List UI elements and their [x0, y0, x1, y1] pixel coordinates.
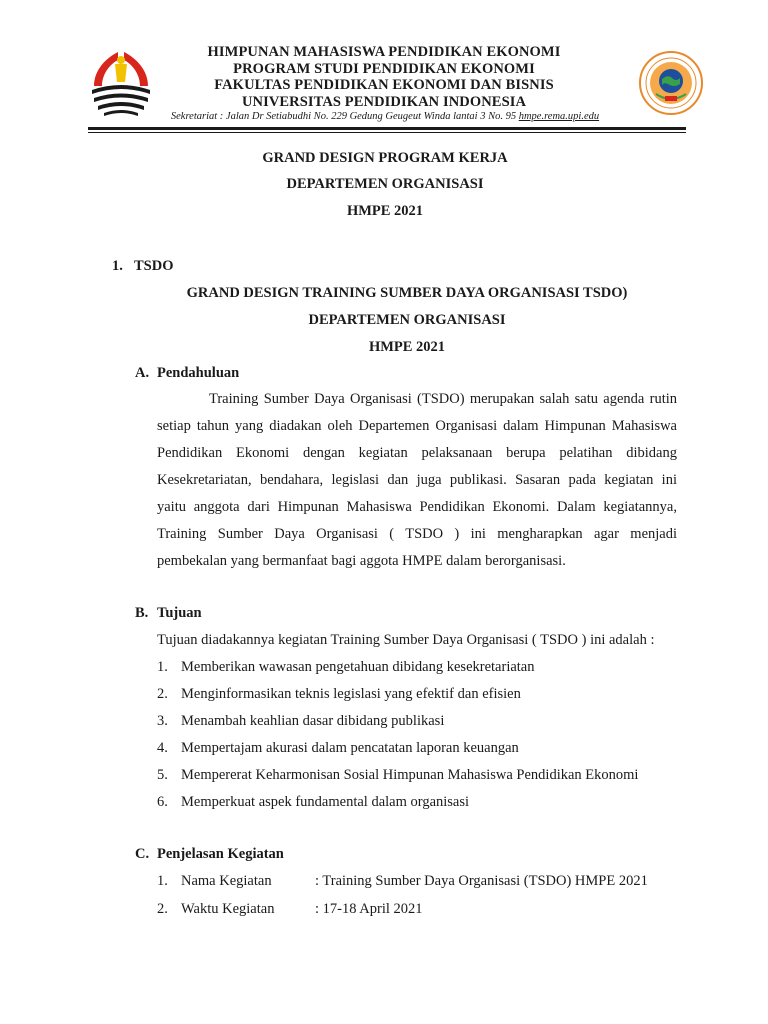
paragraph-line: yaitu anggota dari Himpunan Mahasiswa Pendidikan Ekonomi. Dalam kegiatannya,: [157, 499, 677, 515]
tujuan-heading: [135, 605, 202, 622]
main-title-line2: DEPARTEMEN ORGANISASI: [286, 176, 484, 192]
faculty-name: FAKULTAS PENDIDIKAN EKONOMI DAN BISNIS: [214, 77, 554, 93]
detail-row: 2. Waktu Kegiatan : 17-18 April 2021: [157, 901, 423, 917]
letterhead-title: [140, 44, 628, 110]
section-subtitle3: HMPE 2021: [368, 339, 446, 355]
hmpe-logo: [638, 50, 704, 116]
paragraph-line: pembekalan yang bermanfaat bagi aggota HMPE dalam berorganisasi.: [157, 553, 566, 569]
website-link[interactable]: hmpe.rema.upi.edu: [518, 111, 600, 122]
paragraph-line: Training Sumber Daya Organisasi (TSDO) merupakan salah satu agenda rutin: [209, 391, 677, 407]
section-heading: [112, 258, 174, 275]
main-title-line3: HMPE 2021: [346, 203, 424, 219]
program-name: PROGRAM STUDI PENDIDIKAN EKONOMI: [233, 60, 535, 77]
section-subtitle1: GRAND DESIGN TRAINING SUMBER DAYA ORGANISASI TSDO): [186, 285, 628, 301]
university-name: UNIVERSITAS PENDIDIKAN INDONESIA: [241, 93, 527, 110]
pendahuluan-heading: [135, 365, 239, 382]
paragraph-line: setiap tahun yang diadakan oleh Departemen Organisasi dalam Himpunan Mahasiswa: [157, 418, 677, 434]
paragraph-line: Pendidikan Ekonomi dengan kegiatan pelaksanaan berupa pelatihan dibidang: [157, 445, 677, 461]
list-item: 6. Memperkuat aspek fundamental dalam organisasi: [157, 794, 470, 810]
paragraph-line: Training Sumber Daya Organisasi ( TSDO ) ini mengharapkan agar menjadi: [157, 526, 677, 542]
pendahuluan-letter: A.: [135, 365, 150, 381]
tujuan-title: Tujuan: [157, 605, 202, 621]
list-item: 4. Mempertajam akurasi dalam pencatatan laporan keuangan: [157, 740, 519, 756]
paragraph-line: Kesekretariatan, bendahara, legislasi dan juga publikasi. Sasaran pada kegiatan ini: [157, 472, 677, 488]
list-item: 2. Menginformasikan teknis legislasi yang efektif dan efisien: [157, 686, 521, 702]
section-number: 1.: [112, 258, 123, 274]
secretariat-address: [100, 111, 670, 122]
list-item: 1. Memberikan wawasan pengetahuan dibidang kesekretariatan: [157, 659, 535, 675]
letterhead-divider-thin: [88, 132, 686, 133]
secretariat-text: Sekretariat : Jalan Dr Setiabudhi No. 229 Gedung Geugeut Winda lantai 3 No. 95: [170, 111, 517, 122]
pendahuluan-title: Pendahuluan: [157, 365, 240, 381]
section-label: TSDO: [134, 258, 174, 274]
tujuan-letter: B.: [135, 605, 149, 621]
tujuan-intro: Tujuan diadakannya kegiatan Training Sumber Daya Organisasi ( TSDO ) ini adalah :: [157, 632, 655, 648]
penjelasan-letter: C.: [135, 846, 150, 862]
pendahuluan-paragraph: [157, 386, 677, 575]
detail-row: 1. Nama Kegiatan : Training Sumber Daya Organisasi (TSDO) HMPE 2021: [157, 873, 648, 889]
main-title-line1: GRAND DESIGN PROGRAM KERJA: [262, 150, 508, 166]
org-name: HIMPUNAN MAHASISWA PENDIDIKAN EKONOMI: [207, 44, 561, 60]
list-item: 3. Menambah keahlian dasar dibidang publikasi: [157, 713, 445, 729]
penjelasan-title: Penjelasan Kegiatan: [157, 846, 284, 862]
section-subtitle2: DEPARTEMEN ORGANISASI: [308, 312, 506, 328]
list-item: 5. Mempererat Keharmonisan Sosial Himpunan Mahasiswa Pendidikan Ekonomi: [157, 767, 639, 783]
penjelasan-heading: [135, 846, 284, 863]
letterhead-divider-thick: [88, 127, 686, 130]
